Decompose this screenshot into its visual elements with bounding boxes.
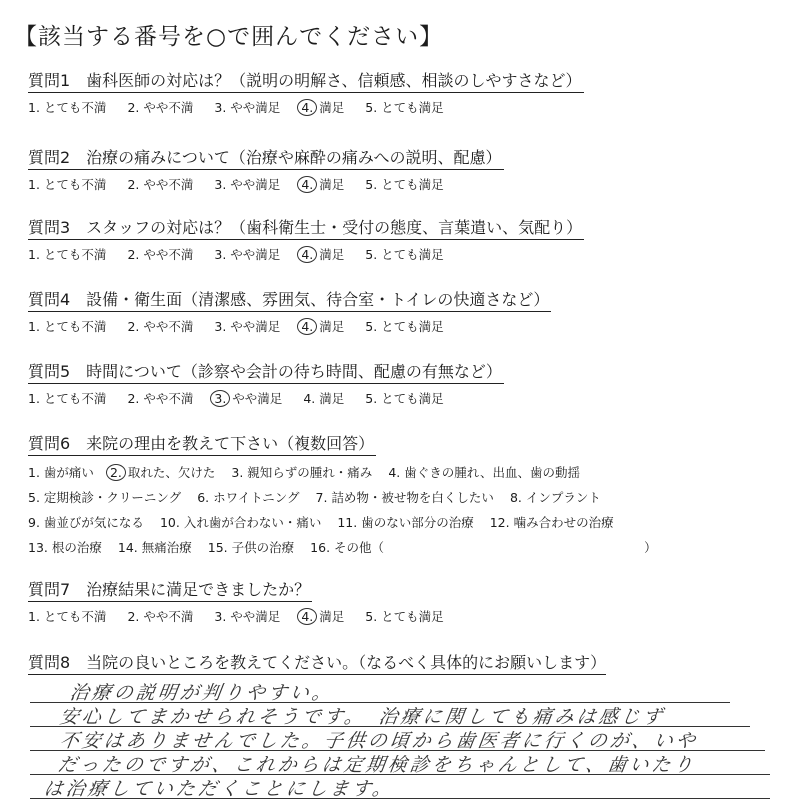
option-2[interactable]: 2. やや不満 [127,100,194,115]
option-2[interactable]: 2. やや不満 [127,319,194,334]
handwritten-line: 安心してまかせられそうです。 治療に関しても痛みは感じず [58,706,667,728]
question-title: 質問4 設備・衛生面（清潔感、雰囲気、待合室・トイレの快適さなど） [28,287,551,312]
option-2[interactable]: 2. やや不満 [127,609,194,624]
answer-area[interactable] [30,682,770,802]
reason-option[interactable]: 5. 定期検診・クリーニング [28,490,182,505]
option-3[interactable]: 3. やや満足 [214,247,281,262]
question-title: 質問1 歯科医師の対応は？（説明の明解さ、信頼感、相談のしやすさなど） [28,68,584,93]
option-4[interactable]: 4. 満足 [303,391,345,406]
options-row [28,538,788,556]
option-2[interactable]: 2. やや不満 [127,247,194,262]
reason-option[interactable]: 8. インプラント [509,490,601,505]
option-2[interactable]: 2. やや不満 [127,177,194,192]
option-4-circled[interactable]: 4. 満足 [301,175,344,193]
option-5[interactable]: 5. とても満足 [365,319,444,334]
options-row [28,245,708,263]
question-3 [28,215,708,263]
handwritten-line: だったのですが、これからは定期検診をちゃんとして、歯いたり [56,754,697,776]
question-1 [28,68,708,116]
question-title: 質問7 治療結果に満足できましたか？ [28,577,312,602]
options-row [28,463,788,481]
question-title: 質問2 治療の痛みについて（治療や麻酔の痛みへの説明、配慮） [28,145,504,170]
reason-option[interactable]: 13. 根の治療 [28,540,102,555]
question-7 [28,577,708,625]
question-title: 質問6 来院の理由を教えて下さい（複数回答） [28,431,376,456]
reason-option[interactable]: 1. 歯が痛い [28,465,94,480]
option-4-circled[interactable]: 4. 満足 [301,607,344,625]
option-3[interactable]: 3. やや満足 [214,177,281,192]
question-title: 質問8 当院の良いところを教えてください。（なるべく具体的にお願いします） [28,650,606,675]
options-row [28,488,788,506]
option-5[interactable]: 5. とても満足 [365,391,444,406]
reason-option[interactable]: 7. 詰め物・被せ物を白くしたい [315,490,494,505]
option-1[interactable]: 1. とても不満 [28,391,107,406]
question-6 [28,431,788,556]
question-title: 質問5 時間について（診察や会計の待ち時間、配慮の有無など） [28,359,504,384]
handwritten-line: 不安はありませんでした。子供の頃から歯医者に行くのが、いや [58,730,700,752]
handwritten-line: は治療していただくことにします。 [42,778,396,800]
reason-option[interactable]: 15. 子供の治療 [207,540,295,555]
option-5[interactable]: 5. とても満足 [365,100,444,115]
option-5[interactable]: 5. とても満足 [365,177,444,192]
question-5 [28,359,708,407]
question-2 [28,145,708,193]
options-row [28,98,708,116]
option-3[interactable]: 3. やや満足 [214,319,281,334]
options-row [28,389,708,407]
option-4-circled[interactable]: 4. 満足 [301,98,344,116]
option-1[interactable]: 1. とても不満 [28,319,107,334]
question-title: 質問3 スタッフの対応は？（歯科衛生士・受付の態度、言葉遣い、気配り） [28,215,584,240]
options-row [28,175,708,193]
handwritten-line: 治療の説明が判りやすい。 [68,682,336,704]
reason-option[interactable]: 9. 歯並びが気になる [28,515,144,530]
options-row [28,513,788,531]
option-1[interactable]: 1. とても不満 [28,247,107,262]
form-header: 【該当する番号を○で囲んでください】 [14,24,444,50]
reason-option[interactable]: 12. 噛み合わせの治療 [489,515,614,530]
reason-option-other[interactable]: 16. その他（ ） [310,540,657,555]
option-4-circled[interactable]: 4. 満足 [301,245,344,263]
reason-option[interactable]: 11. 歯のない部分の治療 [337,515,474,530]
option-3-circled[interactable]: 3. やや満足 [214,389,282,407]
option-1[interactable]: 1. とても不満 [28,100,107,115]
option-4-circled[interactable]: 4. 満足 [301,317,344,335]
reason-option[interactable]: 6. ホワイトニング [197,490,300,505]
option-1[interactable]: 1. とても不満 [28,609,107,624]
options-row [28,317,708,335]
reason-option[interactable]: 3. 親知らずの腫れ・痛み [231,465,373,480]
reason-option[interactable]: 4. 歯ぐきの腫れ、出血、歯の動揺 [388,465,580,480]
reason-option[interactable]: 10. 入れ歯が合わない・痛い [159,515,322,530]
option-5[interactable]: 5. とても満足 [365,247,444,262]
reason-option-circled[interactable]: 2. 取れた、欠けた [110,463,215,481]
question-4 [28,287,708,335]
reason-option[interactable]: 14. 無痛治療 [117,540,192,555]
option-1[interactable]: 1. とても不満 [28,177,107,192]
options-row [28,607,708,625]
question-8 [28,650,788,675]
option-3[interactable]: 3. やや満足 [214,609,281,624]
option-3[interactable]: 3. やや満足 [214,100,281,115]
option-2[interactable]: 2. やや不満 [127,391,194,406]
option-5[interactable]: 5. とても満足 [365,609,444,624]
